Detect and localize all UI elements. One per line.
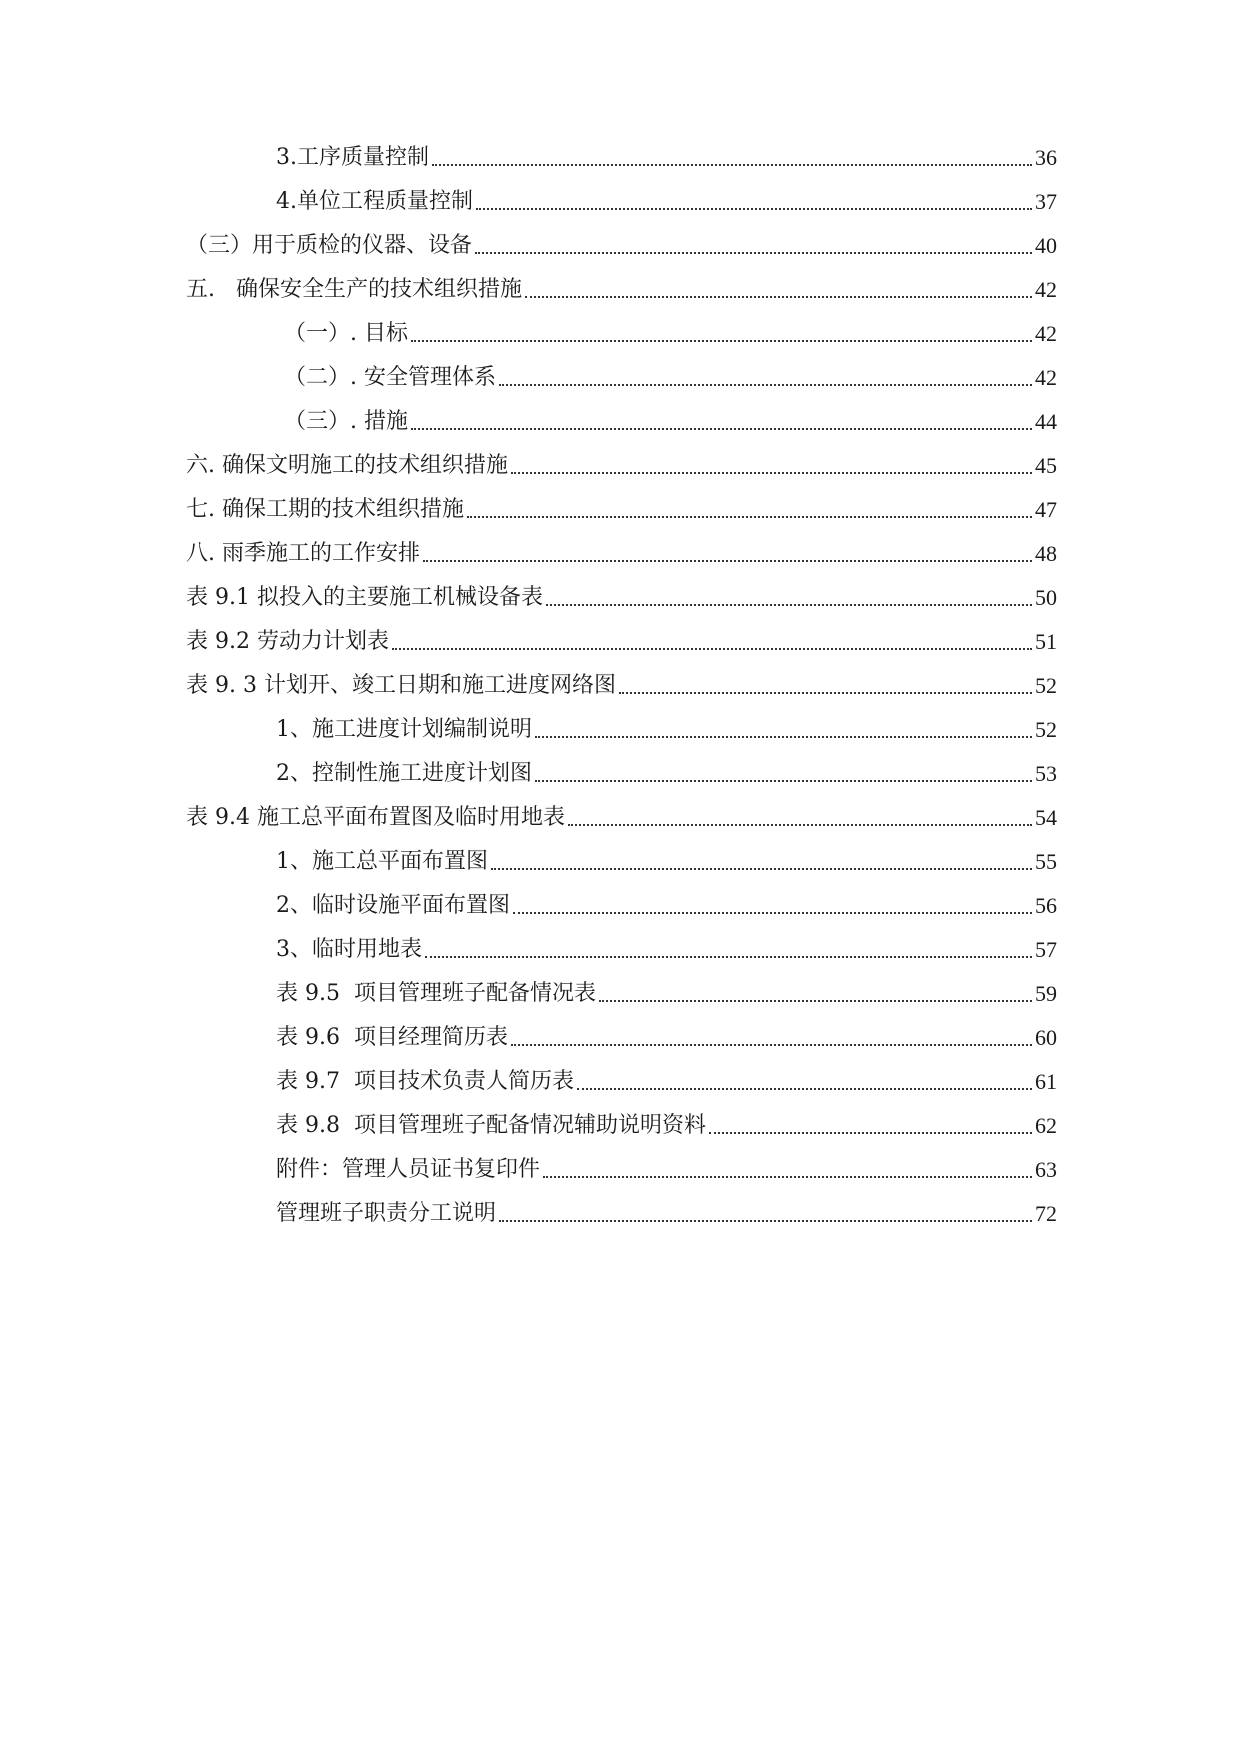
- toc-page-number: 42: [1035, 365, 1057, 390]
- toc-entry[interactable]: [186, 580, 1057, 612]
- toc-entry-label: （二）. 安全管理体系: [284, 365, 496, 390]
- toc-entry[interactable]: [186, 272, 1057, 304]
- toc-entry-label: 表 9.5 项目管理班子配备情况表: [276, 981, 596, 1006]
- toc-entry[interactable]: [276, 976, 1057, 1008]
- dot-leader: [425, 956, 1032, 958]
- toc-entry[interactable]: [284, 360, 1057, 392]
- toc-entry-label: 五. 确保安全生产的技术组织措施: [186, 277, 522, 302]
- toc-page-number: 44: [1035, 409, 1057, 434]
- toc-page-number: 47: [1035, 497, 1057, 522]
- toc-entry-label: 表 9.1 拟投入的主要施工机械设备表: [186, 585, 543, 610]
- toc-entry-label: （一）. 目标: [284, 321, 408, 346]
- dot-leader: [525, 296, 1032, 298]
- toc-entry-label: （三）. 措施: [284, 409, 408, 434]
- toc-page-number: 42: [1035, 277, 1057, 302]
- toc-entry[interactable]: [284, 404, 1057, 436]
- toc-page-number: 51: [1035, 629, 1057, 654]
- toc-page-number: 59: [1035, 981, 1057, 1006]
- toc-entry-label: 附件：管理人员证书复印件: [276, 1157, 541, 1182]
- dot-leader: [709, 1132, 1032, 1134]
- dot-leader: [568, 824, 1032, 826]
- toc-page-number: 48: [1035, 541, 1057, 566]
- toc-entry-label: 1、施工总平面布置图: [276, 849, 488, 874]
- toc-entry[interactable]: [186, 624, 1057, 656]
- dot-leader: [491, 868, 1032, 870]
- toc-page-number: 57: [1035, 937, 1057, 962]
- toc-entry-label: 2、临时设施平面布置图: [276, 893, 510, 918]
- toc-entry-label: 八. 雨季施工的工作安排: [186, 541, 420, 566]
- dot-leader: [543, 1176, 1032, 1178]
- toc-entry[interactable]: [186, 492, 1057, 524]
- toc-entry[interactable]: [186, 800, 1057, 832]
- dot-leader: [432, 164, 1032, 166]
- toc-entry[interactable]: [276, 1064, 1057, 1096]
- toc-entry-label: 管理班子职责分工说明: [276, 1201, 497, 1226]
- toc-entry-label: 3.工序质量控制: [276, 145, 429, 170]
- toc-entry-label: 表 9.4 施工总平面布置图及临时用地表: [186, 805, 565, 830]
- dot-leader: [577, 1088, 1032, 1090]
- dot-leader: [476, 208, 1032, 210]
- dot-leader: [392, 648, 1032, 650]
- toc-page-number: 52: [1035, 673, 1057, 698]
- toc-entry-label: 表 9.2 劳动力计划表: [186, 629, 389, 654]
- toc-page-number: 52: [1035, 717, 1057, 742]
- toc-entry[interactable]: [276, 184, 1057, 216]
- toc-page-number: 40: [1035, 233, 1057, 258]
- toc-entry[interactable]: [276, 888, 1057, 920]
- toc-entry[interactable]: [276, 1108, 1057, 1140]
- dot-leader: [411, 428, 1032, 430]
- toc-page-number: 36: [1035, 145, 1057, 170]
- dot-leader: [499, 384, 1032, 386]
- toc-page-number: 61: [1035, 1069, 1057, 1094]
- toc-page-number: 50: [1035, 585, 1057, 610]
- toc-entry-label: 1、施工进度计划编制说明: [276, 717, 532, 742]
- toc-entry-label: 七. 确保工期的技术组织措施: [186, 497, 464, 522]
- toc-page-number: 42: [1035, 321, 1057, 346]
- toc-entry-label: 表 9.6 项目经理简历表: [276, 1025, 508, 1050]
- toc-page-number: 55: [1035, 849, 1057, 874]
- dot-leader: [511, 472, 1032, 474]
- toc-entry[interactable]: [276, 756, 1057, 788]
- dot-leader: [535, 736, 1032, 738]
- toc-entry[interactable]: [186, 536, 1057, 568]
- toc-page-number: 62: [1035, 1113, 1057, 1138]
- dot-leader: [411, 340, 1032, 342]
- toc-entry[interactable]: [276, 712, 1057, 744]
- toc-entry[interactable]: [186, 668, 1057, 700]
- toc-page-number: 63: [1035, 1157, 1057, 1182]
- dot-leader: [511, 1044, 1032, 1046]
- dot-leader: [513, 912, 1032, 914]
- dot-leader: [499, 1220, 1032, 1222]
- toc-entry[interactable]: [186, 228, 1057, 260]
- toc-entry[interactable]: [186, 448, 1057, 480]
- toc-page-number: 45: [1035, 453, 1057, 478]
- dot-leader: [535, 780, 1032, 782]
- toc-entry-label: （三）用于质检的仪器、设备: [186, 233, 473, 258]
- toc-entry[interactable]: [284, 316, 1057, 348]
- toc-entry[interactable]: [276, 1152, 1057, 1184]
- toc-page-number: 56: [1035, 893, 1057, 918]
- dot-leader: [599, 1000, 1032, 1002]
- dot-leader: [619, 692, 1032, 694]
- toc-entry[interactable]: [276, 932, 1057, 964]
- toc-entry-label: 3、临时用地表: [276, 937, 422, 962]
- toc-entry-label: 4.单位工程质量控制: [276, 189, 473, 214]
- toc-entry[interactable]: [276, 1020, 1057, 1052]
- toc-page-number: 60: [1035, 1025, 1057, 1050]
- dot-leader: [475, 252, 1032, 254]
- toc-page-number: 37: [1035, 189, 1057, 214]
- toc-entry-label: 表 9.7 项目技术负责人简历表: [276, 1069, 574, 1094]
- dot-leader: [546, 604, 1032, 606]
- toc-entry-label: 六. 确保文明施工的技术组织措施: [186, 453, 508, 478]
- toc-entry-label: 表 9. 3 计划开、竣工日期和施工进度网络图: [186, 673, 616, 698]
- toc-page-number: 53: [1035, 761, 1057, 786]
- toc-entry[interactable]: [276, 1196, 1057, 1228]
- toc-entry-label: 2、控制性施工进度计划图: [276, 761, 532, 786]
- toc-page-number: 72: [1035, 1201, 1057, 1226]
- toc-page-number: 54: [1035, 805, 1057, 830]
- dot-leader: [467, 516, 1032, 518]
- dot-leader: [423, 560, 1032, 562]
- toc-entry[interactable]: [276, 140, 1057, 172]
- toc-entry[interactable]: [276, 844, 1057, 876]
- toc-entry-label: 表 9.8 项目管理班子配备情况辅助说明资料: [276, 1113, 706, 1138]
